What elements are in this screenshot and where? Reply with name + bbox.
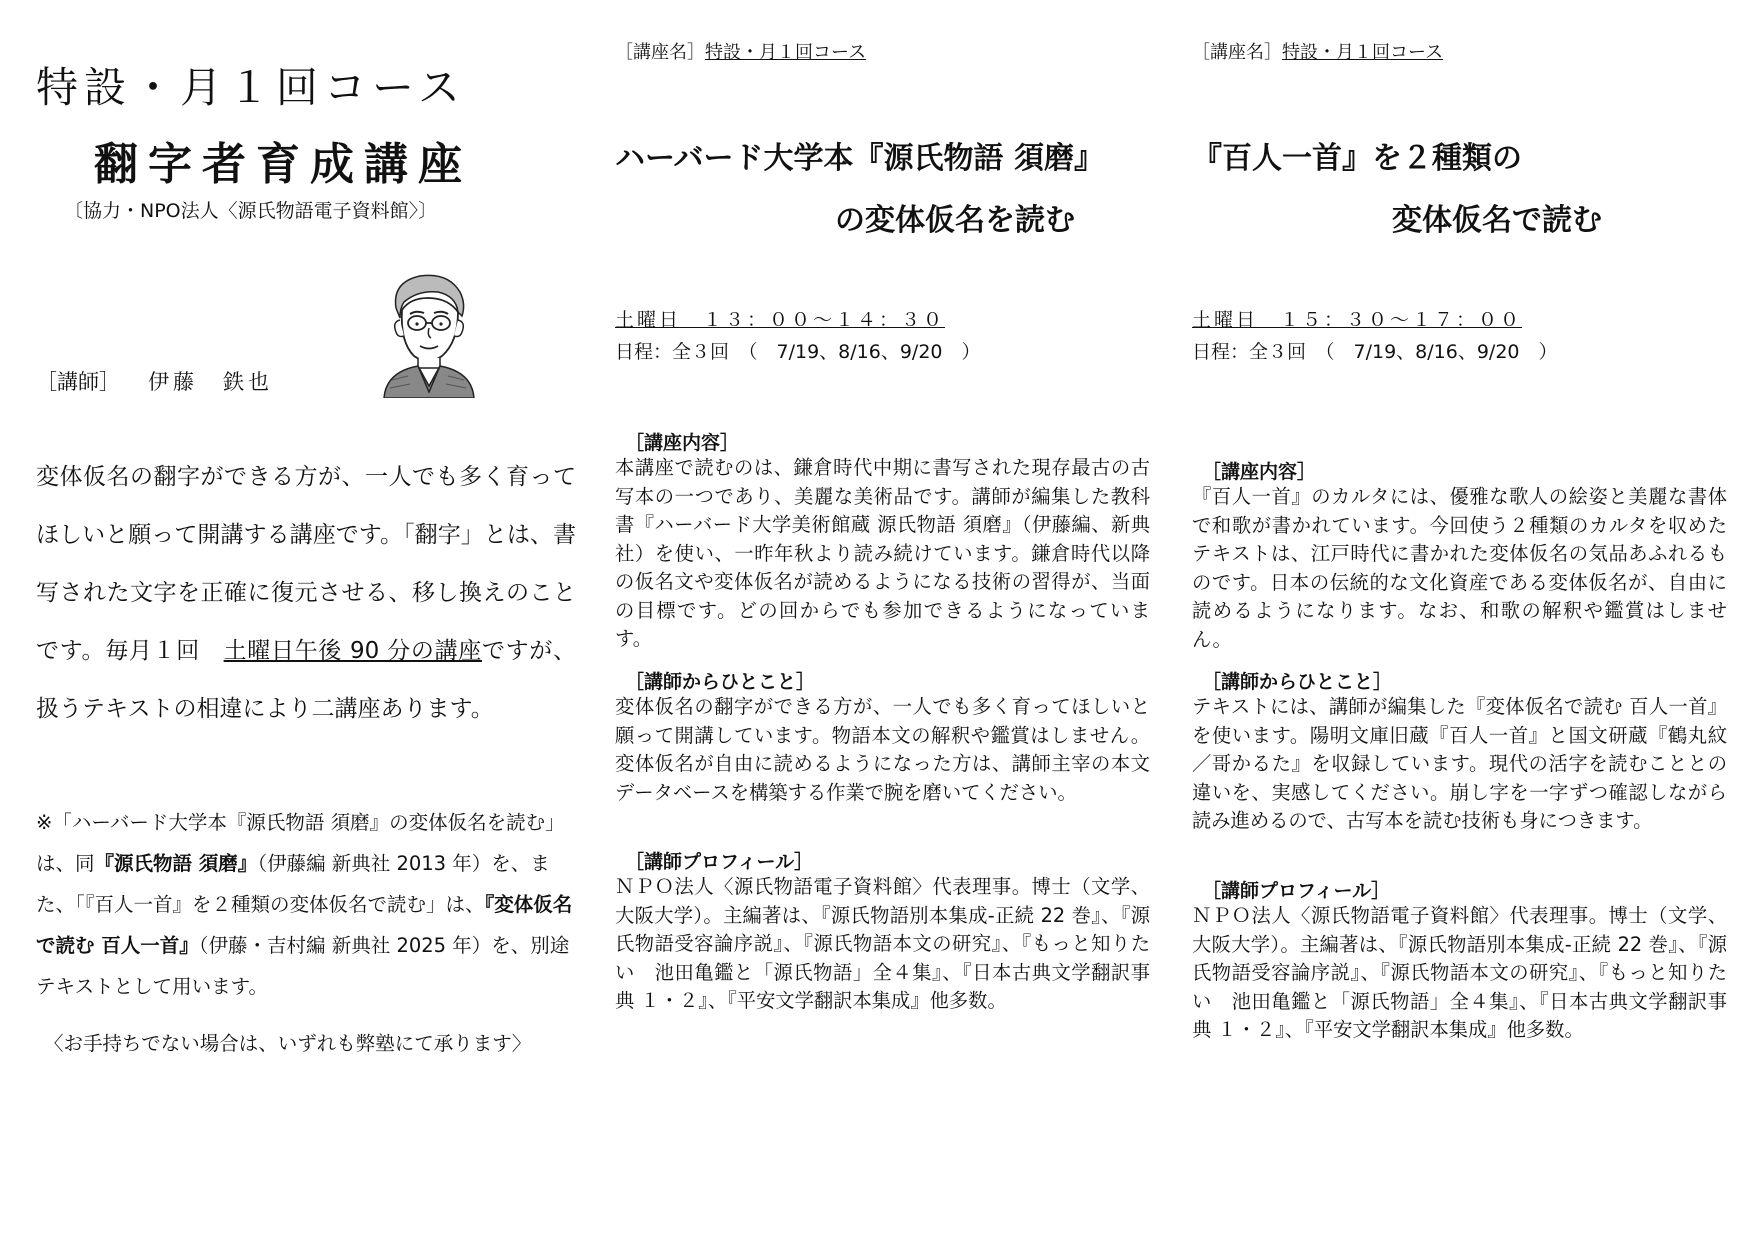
course-title [615,128,1155,252]
section-body-word: 変体仮名の翻字ができる方が、一人でも多く育ってほしいと願って開講しています。物語本文の解釈や鑑賞はしません。変体仮名が自由に読めるようになった方は、講師主宰の本文データベースを構築する作業で腕を磨いてください。 [615,695,1150,804]
lecturer-label: ［講師］ [36,370,120,394]
page-title: 特設・月１回コース [36,63,466,112]
note-text-1: ※「ハーバード大学本『源氏物語 須磨』の変体仮名を読む」は、同 [36,811,565,875]
course-title-line-1: ハーバード大学本『源氏物語 須磨』 [615,141,1104,176]
intro-text-underlined: 土曜日午後 90 分の講座 [223,638,482,664]
course-label-name: 特設・月１回コース [1282,42,1444,63]
course-label [1192,38,1443,64]
course-title-line-2: 変体仮名で読む [1392,203,1602,238]
course-label-prefix: ［講座名］ [1192,42,1282,63]
section-body-profile: ＮＰＯ法人〈源氏物語電子資料館〉代表理事。博士（文学、大阪大学）。主編著は、『源氏物語別本集成-正続 22 巻』、『源氏物語受容論序説』、『源氏物語本文の研究』、『もっと知りたい 池田亀鑑と「源氏物語」全４集』、『日本古典文学翻訳事典 １・２』、『平安文学翻訳本集成』他多数。 [615,875,1150,1012]
course-title-line-2: の変体仮名を読む [835,203,1075,238]
intro-paragraph [36,448,576,738]
schedule-dates: 日程：全３回 （ 7/19、8/16、9/20 ） [615,341,981,363]
section-heading-profile: ［講師プロフィール］ [1202,880,1391,902]
section-heading-content: ［講座内容］ [1202,461,1317,483]
schedule-dates: 日程：全３回 （ 7/19、8/16、9/20 ） [1192,341,1558,363]
section-heading-word: ［講師からひとこと］ [1202,671,1393,693]
textbook-note [36,802,576,1007]
course-title [1192,128,1732,252]
note-book-1: 『源氏物語 須磨』 [94,852,258,875]
section-heading-word: ［講師からひとこと］ [625,671,816,693]
schedule-time: 土曜日 １５：３０〜１７：００ [1192,309,1523,331]
course-title-line-1: 『百人一首』を２種類の [1192,141,1522,176]
section-body-profile: ＮＰＯ法人〈源氏物語電子資料館〉代表理事。博士（文学、大阪大学）。主編著は、『源氏物語別本集成-正続 22 巻』、『源氏物語受容論序説』、『源氏物語本文の研究』、『もっと知りたい 池田亀鑑と「源氏物語」全４集』、『日本古典文学翻訳事典 １・２』、『平安文学翻訳本集成』他多数。 [1192,904,1727,1041]
section-body-word: テキストには、講師が編集した『変体仮名で読む 百人一首』を使います。陽明文庫旧蔵『百人一首』と国文研蔵『鶴丸紋／哥かるた』を収録しています。現代の活字を読むこととの違いを、実感してください。崩し字を一字ずつ確認しながら読み進めるので、古写本を読む技術も身につきます。 [1192,695,1727,832]
section-heading-content: ［講座内容］ [625,432,740,454]
course-label-prefix: ［講座名］ [615,42,705,63]
section-body-content: 『百人一首』のカルタには、優雅な歌人の絵姿と美麗な書体で和歌が書かれています。今回使う２種類のカルタを収めたテキストは、江戸時代に書かれた変体仮名の気品あふれるものです。日本の伝統的な文化資産である変体仮名が、自由に読めるようになります。なお、和歌の解釈や鑑賞はしません。 [1192,485,1727,651]
availability-note: 〈お手持ちでない場合は、いずれも弊塾にて承ります〉 [44,1032,532,1055]
note-text-3: （伊藤編 新典社 2013 年）を、また、「『百人一首』を２種類の変体仮名で読む」は、 [36,852,550,916]
cooperation-note: 〔協力・NPO法人〈源氏物語電子資料館〉〕 [64,200,438,222]
intro-text-a: 変体仮名の翻字ができる方が、一人でも多く育ってほしいと願って開講する講座です。「翻字」とは、書写された文字を正確に復元させる、移し換えのことです。毎月１回 [36,464,576,664]
page-heading: 翻字者育成講座 [94,139,472,190]
note-book-2: 『変体仮名で読む 百人一首』 [36,893,573,957]
intro-text-b: ですが、扱うテキストの相違により二講座あります。 [36,638,576,722]
course-label-name: 特設・月１回コース [705,42,867,63]
lecturer-line [36,366,273,396]
lecturer-name: 伊藤 鉄也 [148,370,273,394]
course-label [615,38,866,64]
section-body-content: 本講座で読むのは、鎌倉時代中期に書写された現存最古の古写本の一つであり、美麗な美術品です。講師が編集した教科書『ハーバード大学美術館蔵 源氏物語 須磨』（伊藤編、新典社）を使い、一昨年秋より読み続けています。鎌倉時代以降の仮名文や変体仮名が読めるようになる技術の習得が、当面の目標です。どの回からでも参加できるようになっています。 [615,456,1150,650]
lecturer-portrait-illustration [378,268,478,398]
note-text-5: （伊藤・吉村編 新典社 2025 年）を、別途テキストとして用います。 [36,934,570,998]
section-heading-profile: ［講師プロフィール］ [625,851,814,873]
schedule-time: 土曜日 １３：００〜１４：３０ [615,309,946,331]
